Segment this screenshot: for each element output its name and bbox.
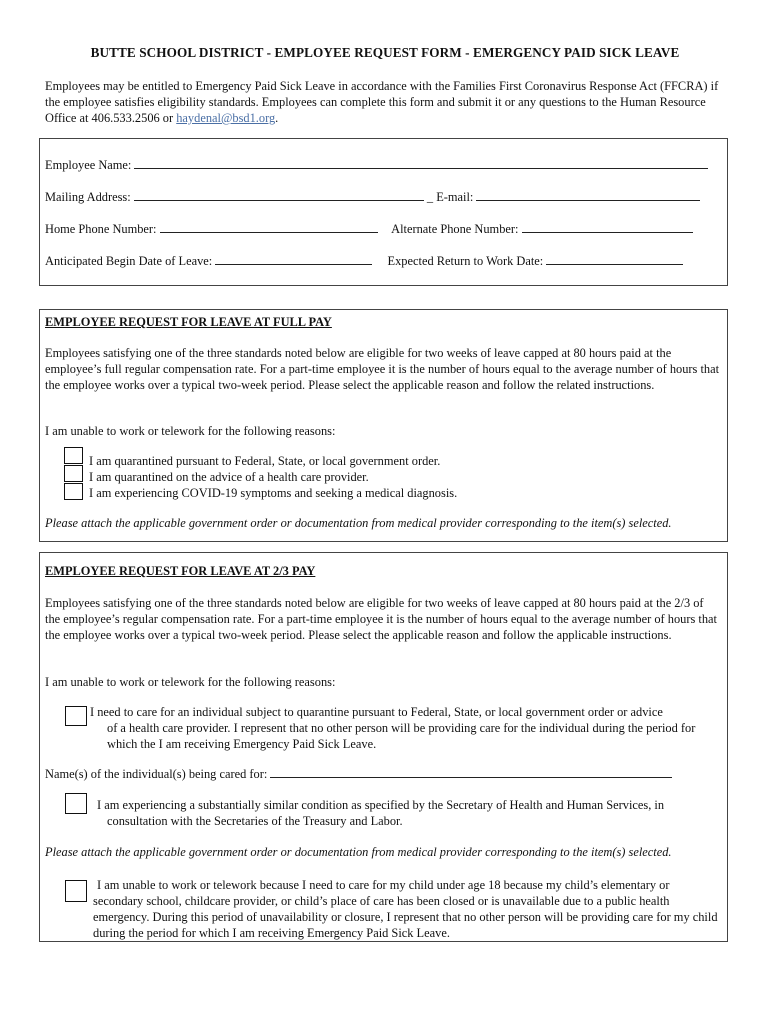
mailing-address-label: Mailing Address:: [45, 190, 131, 204]
alt-phone-label: Alternate Phone Number:: [391, 222, 519, 236]
begin-date-field[interactable]: [215, 253, 372, 265]
child-care-checkbox[interactable]: [65, 880, 87, 902]
home-phone-field[interactable]: [160, 221, 378, 233]
two-thirds-attach-note: Please attach the applicable government order or documentation from medical provider corresponding to the item(s) selected.: [45, 845, 672, 859]
names-cared-for-field[interactable]: [270, 766, 672, 778]
dates-row: [45, 253, 683, 269]
mailing-address-field[interactable]: [134, 189, 424, 201]
full-pay-option-2-label: I am quarantined on the advice of a health care provider.: [89, 470, 369, 484]
names-row: [45, 766, 672, 782]
full-pay-reasons-intro: I am unable to work or telework for the following reasons:: [45, 424, 336, 438]
form-title: BUTTE SCHOOL DISTRICT - EMPLOYEE REQUEST FORM - EMERGENCY PAID SICK LEAVE: [90, 45, 680, 60]
intro-paragraph: [45, 78, 735, 126]
employee-info-section: [39, 138, 728, 286]
hr-email-link[interactable]: haydenal@bsd1.org: [176, 111, 276, 125]
care-individual-rest: of a health care provider. I represent that no other person will be providing care for the individual during the period for which the I am receiving Emergency Paid Sick Leave.: [107, 721, 696, 751]
intro-text: Employees may be entitled to Emergency Paid Sick Leave in accordance with the Families First Coronavirus Response Act (FFCRA) if the employee satisfies eligibility standards. Employees can complete this form and submit it or any questions to the Human Resource Office at 406.533.2506 or: [45, 79, 719, 125]
full-pay-description: Employees satisfying one of the three standards noted below are eligible for two weeks of leave capped at 80 hours paid at the employee’s full regular compensation rate. For a part-time employee it is the number of hours equal to the average number of hours that the employee works over a typical two-week period. Please select the applicable reason and follow the related instructions.: [45, 346, 720, 392]
child-care-rest: secondary school, childcare provider, or child’s place of care has been closed or is unavailable due to a public health emergency. During this period of unavailability or closure, I represent that no other person will be providing care for my child during the period for which I am receiving Emergency Paid Sick Leave.: [93, 894, 718, 940]
employee-name-row: [45, 157, 708, 173]
two-thirds-description: Employees satisfying one of the three standards noted below are eligible for two weeks of leave capped at 80 hours paid at the 2/3 of the employee’s regular compensation rate. For a part-time employee it is the number of hours equal to the average number of hours that the employee works over a typical two-week period. Please select the applicable reason and follow the applicable instructions.: [45, 596, 717, 642]
email-label: _ E-mail:: [426, 190, 474, 204]
full-pay-option-1-checkbox[interactable]: [64, 447, 83, 464]
full-pay-option-1-label: I am quarantined pursuant to Federal, State, or local government order.: [89, 454, 441, 468]
full-pay-section: [39, 309, 728, 542]
intro-end: .: [275, 111, 279, 125]
phone-row: [45, 221, 693, 237]
employee-name-label: Employee Name:: [45, 158, 132, 172]
return-date-label: Expected Return to Work Date:: [387, 254, 544, 268]
similar-condition-rest: consultation with the Secretaries of the Treasury and Labor.: [107, 814, 403, 828]
child-care-line1: I am unable to work or telework because I need to care for my child under age 18 because my child’s elementary or: [97, 878, 670, 892]
home-phone-label: Home Phone Number:: [45, 222, 157, 236]
mailing-row: [45, 189, 700, 205]
email-field[interactable]: [476, 189, 700, 201]
similar-condition-line1: I am experiencing a substantially similar condition as specified by the Secretary of Health and Human Services, in: [97, 798, 665, 812]
care-individual-line1: I need to care for an individual subject to quarantine pursuant to Federal, State, or local government order or advice: [90, 705, 663, 719]
return-date-field[interactable]: [546, 253, 683, 265]
alt-phone-field[interactable]: [522, 221, 693, 233]
care-individual-checkbox[interactable]: [65, 706, 87, 726]
two-thirds-reasons-intro: I am unable to work or telework for the following reasons:: [45, 675, 336, 689]
full-pay-heading: EMPLOYEE REQUEST FOR LEAVE AT FULL PAY: [45, 315, 332, 329]
similar-condition-checkbox[interactable]: [65, 793, 87, 814]
full-pay-attach-note: Please attach the applicable government order or documentation from medical provider corresponding to the item(s) selected.: [45, 516, 672, 530]
full-pay-option-2-checkbox[interactable]: [64, 465, 83, 482]
begin-date-label: Anticipated Begin Date of Leave:: [45, 254, 213, 268]
employee-name-field[interactable]: [134, 157, 708, 169]
names-cared-for-label: Name(s) of the individual(s) being cared for:: [45, 767, 268, 781]
full-pay-option-3-label: I am experiencing COVID-19 symptoms and seeking a medical diagnosis.: [89, 486, 458, 500]
two-thirds-heading: EMPLOYEE REQUEST FOR LEAVE AT 2/3 PAY: [45, 564, 316, 578]
full-pay-option-3-checkbox[interactable]: [64, 483, 83, 500]
two-thirds-pay-section: [39, 552, 728, 942]
